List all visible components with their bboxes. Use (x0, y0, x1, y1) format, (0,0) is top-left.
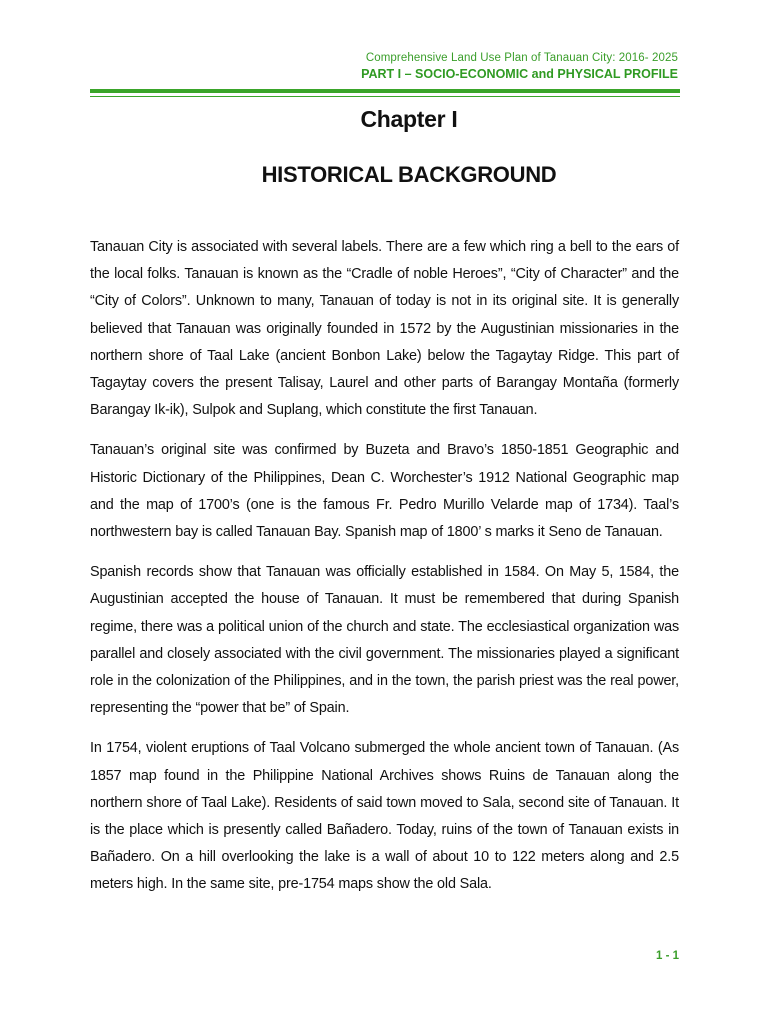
page-number: 1 - 1 (655, 950, 679, 962)
paragraph-3: Spanish records show that Tanauan was officially established in 1584. On May 5, 1584, the Augustinian accepted the house of Tanauan. It must be remembered that during Spanish regime, there was a political union of the church and state. The ecclesiastical organization was parallel and closely associated with the civil government. The missionaries played a significant role in the colonization of the Philippines, and in the town, the parish priest was the real power, representing the “power that be” of Spain. (90, 564, 679, 717)
section-heading: HISTORICAL BACKGROUND (261, 162, 557, 187)
chapter-title: Chapter I (360, 106, 458, 132)
page-header (361, 50, 678, 82)
document-title: Comprehensive Land Use Plan of Tanauan City: 2016- 2025 (365, 52, 678, 64)
paragraph-1: Tanauan City is associated with several labels. There are a few which ring a bell to the ears of the local folks. Tanauan is known as the “Cradle of noble Heroes”, “City of Character” and the “City of Colors”. Unknown to many, Tanauan of today is not in its original site. It is generally believed that Tanauan was originally founded in 1572 by the Augustinian missionaries in the northern shore of Taal Lake (ancient Bonbon Lake) below the Tagaytay Ridge. This part of Tagaytay covers the present Talisay, Laurel and other parts of Barangay Montaña (formerly Barangay Ik-ik), Sulpok and Suplang, which constitute the first Tanauan. (90, 239, 679, 419)
paragraph-2: Tanauan’s original site was confirmed by Buzeta and Bravo’s 1850-1851 Geographic and Historic Dictionary of the Philippines, Dean C. Worchester’s 1912 National Geographic map and the map of 1700’s (one is the famous Fr. Pedro Murillo Velarde map of 1734). Taal’s northwestern bay is called Tanauan Bay. Spanish map of 1800’ s marks it Seno de Tanauan. (90, 442, 679, 541)
header-rule-thick (90, 89, 680, 93)
part-title: PART I – SOCIO-ECONOMIC and PHYSICAL PROFILE (361, 67, 678, 81)
paragraph-4: In 1754, violent eruptions of Taal Volcano submerged the whole ancient town of Tanauan. (As 1857 map found in the Philippine National Archives shows Ruins de Tanauan along the northern shore of Taal Lake). Residents of said town moved to Sala, second site of Tanauan. It is the place which is presently called Bañadero. Today, ruins of the town of Tanauan exists in Bañadero. On a hill overlooking the lake is a wall of about 10 to 122 meters along and 2.5 meters high. In the same site, pre-1754 maps show the old Sala. (90, 740, 679, 893)
body-text (90, 234, 679, 912)
header-rule-thin (90, 96, 680, 97)
